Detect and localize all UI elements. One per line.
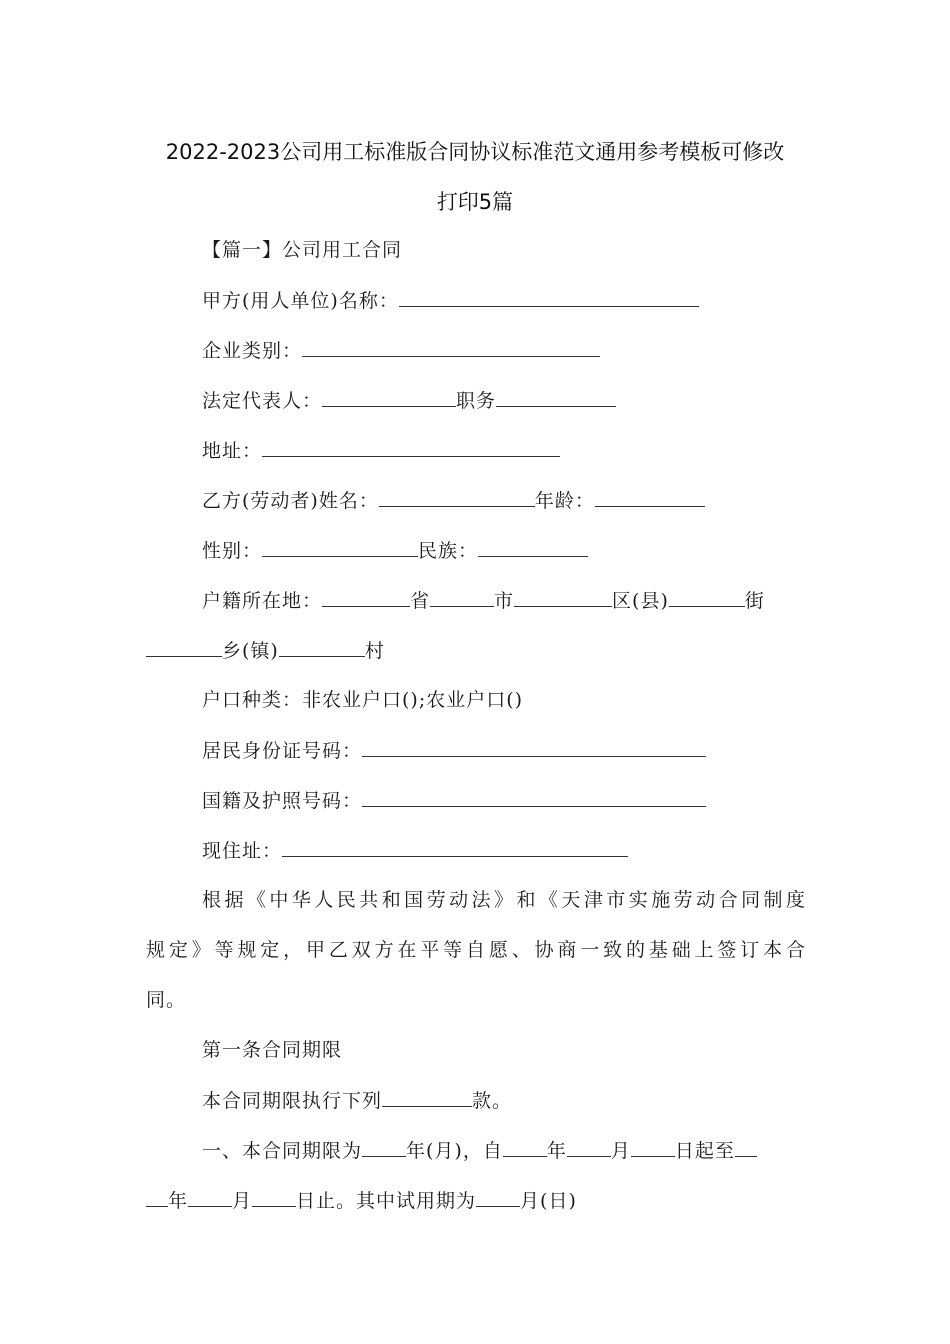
legal-rep-label: 法定代表人： [202, 390, 323, 412]
term-2c: 日止。其中试用期为 [296, 1190, 477, 1212]
position-blank [496, 386, 616, 407]
section-heading: 【篇一】公司用工合同 [202, 239, 403, 261]
district-blank [514, 586, 612, 607]
address-row [202, 436, 560, 465]
gender-row [202, 536, 588, 565]
township-blank [146, 636, 222, 657]
article-1-text [202, 1086, 512, 1115]
ethnicity-label: 民族： [418, 540, 479, 562]
term-2b: 月 [232, 1190, 253, 1212]
household-reg-label: 户籍所在地： [202, 590, 323, 612]
start-month-blank [567, 1136, 611, 1157]
article-1-text-b: 款。 [472, 1090, 513, 1112]
term-2a: 年 [168, 1190, 189, 1212]
village-blank [279, 636, 365, 657]
article-1-title: 第一条合同期限 [202, 1039, 343, 1061]
household-reg-row [202, 586, 765, 615]
document-title-line-1: 2022-2023公司用工标准版合同协议标准范文通用参考模板可修改 [165, 140, 785, 164]
term-1e: 日起至 [674, 1140, 735, 1162]
township-label: 乡(镇) [222, 640, 279, 662]
party-a-name-row [202, 286, 699, 315]
basis-paragraph-line-3: 同。 [146, 989, 187, 1011]
article-1-text-a: 本合同期限执行下列 [202, 1090, 383, 1112]
position-label: 职务 [456, 390, 497, 412]
term-1d: 月 [610, 1140, 631, 1162]
province-label: 省 [410, 590, 431, 612]
article-1-clause-blank [382, 1086, 472, 1107]
enterprise-type-label: 企业类别： [202, 340, 303, 362]
current-address-row [202, 836, 628, 865]
current-address-label: 现住址： [202, 840, 283, 862]
term-2d: 月(日) [520, 1190, 577, 1212]
city-blank [430, 586, 494, 607]
party-b-name-row [202, 486, 705, 515]
ethnicity-blank [478, 536, 588, 557]
enterprise-type-blank [302, 336, 600, 357]
street-label: 街 [744, 590, 765, 612]
enterprise-type-row [202, 336, 600, 365]
party-a-name-blank [399, 286, 699, 307]
basis-paragraph-line-2: 规定》等规定，甲乙双方在平等自愿、协商一致的基础上签订本合 [146, 939, 806, 961]
current-address-blank [282, 836, 628, 857]
passport-row [202, 786, 706, 815]
basis-paragraph-line-1: 根据《中华人民共和国劳动法》和《天津市实施劳动合同制度 [202, 889, 806, 911]
legal-rep-row [202, 386, 616, 415]
city-label: 市 [494, 590, 515, 612]
address-blank [262, 436, 560, 457]
passport-label: 国籍及护照号码： [202, 790, 363, 812]
term-line-2 [146, 1186, 577, 1215]
household-reg-row-2 [146, 636, 385, 665]
age-label: 年龄： [534, 490, 595, 512]
village-label: 村 [364, 640, 385, 662]
address-label: 地址： [202, 440, 263, 462]
id-number-blank [362, 736, 706, 757]
document-title-line-2: 打印5篇 [436, 190, 514, 214]
district-label: 区(县) [612, 590, 669, 612]
term-1b: 年(月)，自 [406, 1140, 503, 1162]
id-number-row [202, 736, 706, 765]
start-year-blank [503, 1136, 547, 1157]
passport-blank [362, 786, 706, 807]
end-day-blank [252, 1186, 296, 1207]
end-year-blank-part-2 [146, 1186, 168, 1207]
term-1a: 一、本合同期限为 [202, 1140, 363, 1162]
street-blank [669, 586, 745, 607]
legal-rep-blank [322, 386, 456, 407]
probation-blank [476, 1186, 520, 1207]
start-day-blank [631, 1136, 675, 1157]
term-1c: 年 [546, 1140, 567, 1162]
party-b-name-label: 乙方(劳动者)姓名： [202, 490, 379, 512]
end-month-blank [188, 1186, 232, 1207]
province-blank [322, 586, 410, 607]
id-number-label: 居民身份证号码： [202, 740, 363, 762]
party-b-name-blank [379, 486, 535, 507]
term-years-blank [362, 1136, 406, 1157]
party-a-name-label: 甲方(用人单位)名称： [202, 290, 399, 312]
age-blank [595, 486, 705, 507]
hukou-type-row: 户口种类：非农业户口();农业户口() [202, 689, 524, 711]
gender-blank [262, 536, 418, 557]
gender-label: 性别： [202, 540, 263, 562]
end-year-blank-part-1 [735, 1136, 757, 1157]
term-line-1 [202, 1136, 757, 1165]
